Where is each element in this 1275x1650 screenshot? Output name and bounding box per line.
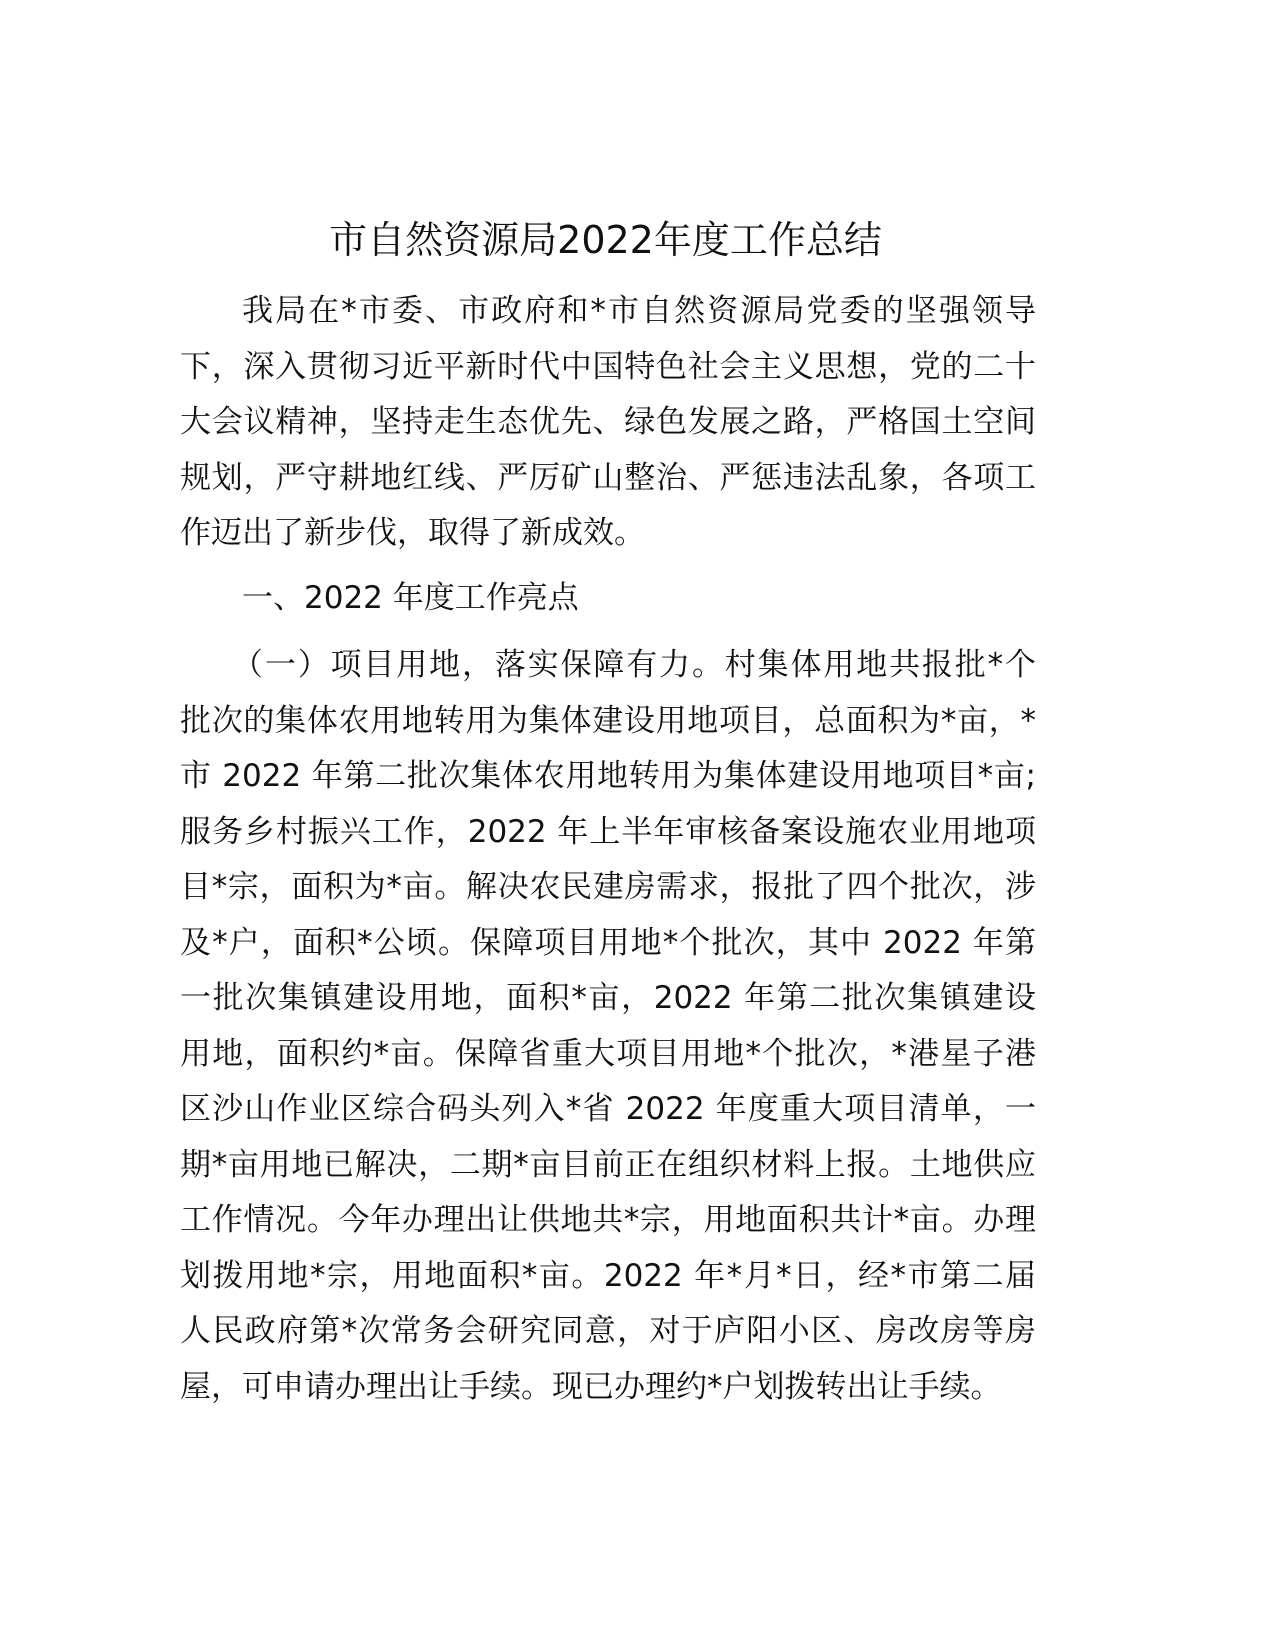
- paragraph-line: 用地，面积约*亩。保障省重大项目用地*个批次，*港星子港: [180, 1035, 1036, 1072]
- paragraph-line: 期*亩用地已解决，二期*亩目前正在组织材料上报。土地供应: [180, 1146, 1036, 1183]
- paragraph-line: 作迈出了新步伐，取得了新成效。: [180, 515, 645, 551]
- paragraph-line: 屋，可申请办理出让手续。现已办理约*户划拨转出让手续。: [180, 1368, 1002, 1405]
- paragraph-line: 一批次集镇建设用地，面积*亩，2022 年第二批次集镇建设: [180, 980, 1036, 1016]
- paragraph-line: 批次的集体农用地转用为集体建设用地项目，总面积为*亩，*: [180, 702, 1036, 739]
- paragraph-line: 大会议精神，坚持走生态优先、绿色发展之路，严格国土空间: [180, 404, 1036, 440]
- paragraph-line: 划拨用地*宗，用地面积*亩。2022 年*月*日，经*市第二届: [180, 1257, 1036, 1294]
- paragraph-line: 下，深入贯彻习近平新时代中国特色社会主义思想，党的二十: [180, 348, 1036, 385]
- paragraph-line: （一）项目用地，落实保障有力。村集体用地共报批*个: [232, 647, 1036, 683]
- section1-paragraph: [180, 638, 1036, 1415]
- section-heading: 一、2022 年度工作亮点: [242, 580, 579, 616]
- paragraph-line: 人民政府第*次常务会研究同意，对于庐阳小区、房改房等房: [180, 1313, 1036, 1349]
- paragraph-line: 工作情况。今年办理出让供地共*宗，用地面积共计*亩。办理: [180, 1202, 1036, 1238]
- paragraph-line: 及*户，面积*公顷。保障项目用地*个批次，其中 2022 年第: [180, 924, 1036, 961]
- document-title: 市自然资源局2022年度工作总结: [329, 218, 882, 262]
- intro-paragraph: [180, 284, 1036, 562]
- paragraph-line: 我局在*市委、市政府和*市自然资源局党委的坚强领导: [242, 293, 1036, 329]
- paragraph-line: 市 2022 年第二批次集体农用地转用为集体建设用地项目*亩;: [180, 758, 1036, 794]
- paragraph-line: 区沙山作业区综合码头列入*省 2022 年度重大项目清单，一: [180, 1091, 1036, 1127]
- paragraph-line: 规划，严守耕地红线、严厉矿山整治、严惩违法乱象，各项工: [180, 459, 1036, 496]
- paragraph-line: 服务乡村振兴工作，2022 年上半年审核备案设施农业用地项: [180, 813, 1036, 850]
- paragraph-line: 目*宗，面积为*亩。解决农民建房需求，报批了四个批次，涉: [180, 869, 1036, 905]
